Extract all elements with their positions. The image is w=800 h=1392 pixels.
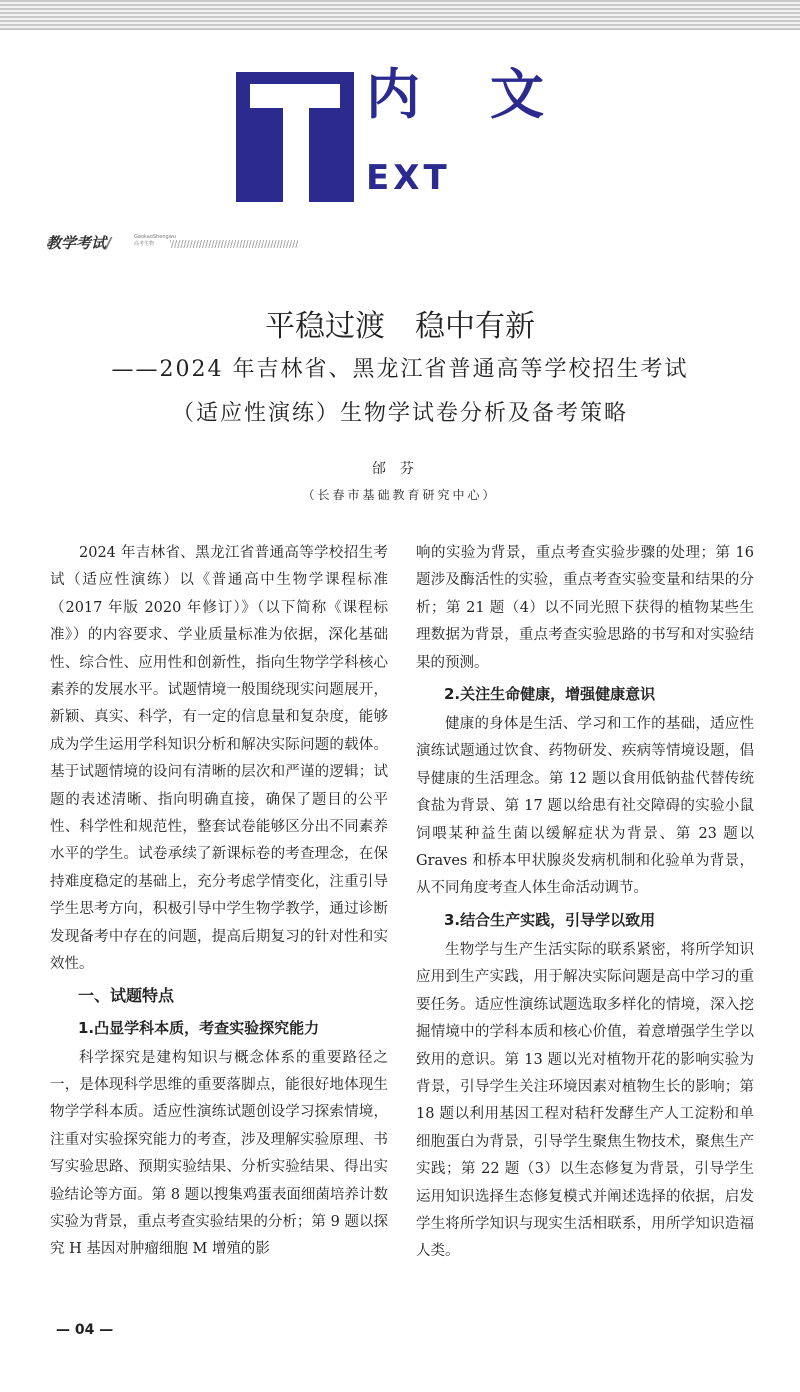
top-stripe-band [0,0,800,30]
t-letter-bar [250,84,340,108]
column-title-cn: 内文 [366,63,614,126]
left-column [50,540,388,1264]
subsection-paragraph-2: 健康的身体是生活、学习和工作的基础，适应性演练试题通过饮食、药物研发、疾病等情境设题，倡导健康的生活理念。第 12 题以食用低钠盐代替传统食盐为背景、第 17 题以给患有社交障碍的实验小鼠饲喂某种益生菌以缓解症状为背景、第 23 题以 Graves 和桥本甲状腺炎发病机制和化验单为背景，从不同角度考查人体生命活动调节。 [416,716,754,897]
subsection-paragraph-3: 生物学与生产生活实际的联系紧密，将所学知识应用到生产实践，用于解决实际问题是高中学习的重要任务。适应性演练试题选取多样化的情境，深入挖掘情境中的学科本质和核心价值，着意增强学生学以致用的意识。第 13 题以光对植物开花的影响实验为背景，引导学生关注环境因素对植物生长的影响；第 18 题以利用基因工程对秸秆发酵生产人工淀粉和单细胞蛋白为背景，引导学生聚焦生物技术，聚焦生产实践；第 22 题（3）以生态修复为背景，引导学生运用知识选择生态修复模式并阐述选择的依据，启发学生将所学知识与现实生活相联系，用所学知识造福人类。 [416,941,754,1260]
section-tag-text: 教学考试 [46,234,107,252]
section-tag: 教学考试/ [46,234,112,252]
article-title: 平稳过渡 稳中有新 [265,309,535,344]
continued-paragraph: 响的实验为背景，重点考查实验步骤的处理；第 16 题涉及酶活性的实验，重点考查实验变量和结果的分析；第 21 题（4）以不同光照下获得的植物某些生理数据为背景，重点考查实验思路的书写和对实验结果的预测。 [416,545,754,671]
column-title-en: EXT [366,158,451,198]
section-mini-label: GaokaoShengwu 高考生物 [134,234,176,247]
subsection-heading-2: 2.关注生命健康，增强健康意识 [444,685,656,704]
intro-paragraph: 2024 年吉林省、黑龙江省普通高等学校招生考试（适应性演练）以《普通高中生物学课程标准（2017 年版 2020 年修订）》（以下简称《课程标准》）的内容要求、学业质量标准为依据，深化基础性、综合性、应用性和创新性，指向生物学学科核心素养的发展水平。试题情境一般围绕现实问题展开，新颖、真实、科学，有一定的信息量和复杂度，能够成为学生运用学科知识分析和解决实际问题的载体。基于试题情境的设问有清晰的层次和严谨的逻辑；试题的表述清晰、指向明确直接，确保了题目的公平性、科学性和规范性，整套试卷能够区分出不同素养水平的学生。试卷承续了新课标卷的考查理念，在保持难度稳定的基础上，充分考虑学情变化，注重引导学生思考方向，积极引导中学生物学教学，通过诊断发现备考中存在的问题，提高后期复习的针对性和实效性。 [50,545,388,973]
author-affiliation: （长春市基础教育研究中心） [302,488,498,502]
t-letter-stem [283,108,309,202]
big-t-logo [236,72,354,202]
author-name: 邰芬 [372,461,428,477]
page-number: — 04 — [56,1322,114,1338]
hatch-decoration [170,240,298,248]
section-header-strip [46,232,256,256]
subsection-heading-1: 1.凸显学科本质，考查实验探究能力 [78,1018,320,1037]
article-subtitle-line1: ——2024 年吉林省、黑龙江省普通高等学校招生考试 [111,357,689,382]
subsection-paragraph-1: 科学探究是建构知识与概念体系的重要路径之一，是体现科学思维的重要落脚点，能很好地体现生物学学科本质。适应性演练试题创设学习探索情境，注重对实验探究能力的考查，涉及理解实验原理、书写实验思路、预期实验结果、分析实验结果、得出实验结论等方面。第 8 题以搜集鸡蛋表面细菌培养计数实验为背景，重点考查实验结果的分析；第 9 题以探究 H 基因对肿瘤细胞 M 增殖的影 [50,1049,388,1258]
article-subtitle-line2: （适应性演练）生物学试卷分析及备考策略 [171,401,628,426]
subsection-heading-3: 3.结合生产实践，引导学以致用 [444,910,656,929]
section-heading-1: 一、试题特点 [78,985,175,1005]
right-column [416,540,754,1266]
